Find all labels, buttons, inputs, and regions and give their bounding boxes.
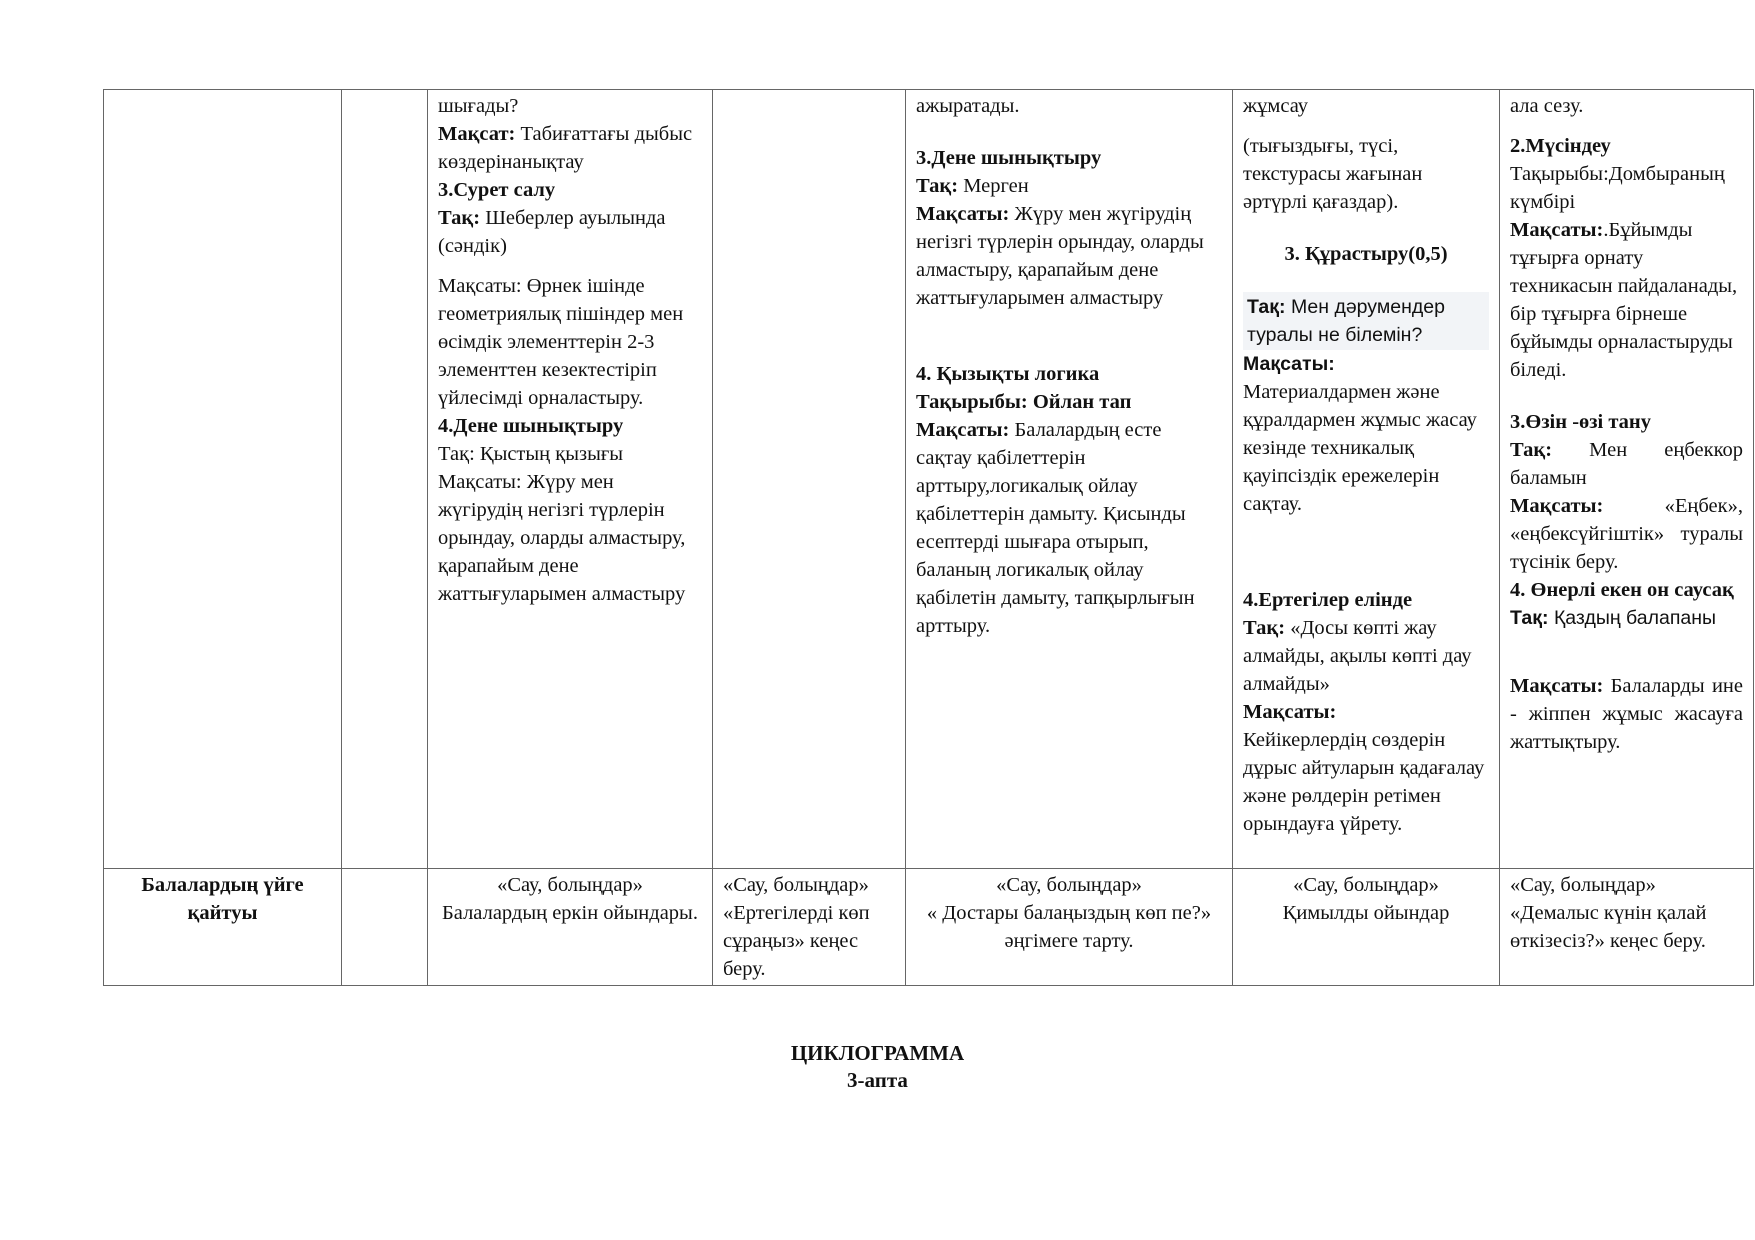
- activity-goal: Кейікерлердің сөздерін дұрыс айтуларын қадағалау және рөлдерін ретімен орындауға үйрету.: [1243, 729, 1485, 835]
- activity-topic: Тақ: Мен еңбеккор баламын: [1510, 439, 1743, 489]
- row-label-cell: [104, 90, 342, 869]
- goal-text: Мақсат: Табиғаттағы дыбыс көздерінанықтау: [438, 123, 693, 173]
- activity-goal: Мақсаты: Жүру мен жүгірудің негізгі түрлерін орындау, оларды алмастыру, қарапайым дене жаттығуларымен алмастыру: [438, 471, 686, 605]
- activity-goal: Мақсаты: Балалардың есте сақтау қабілеттерін арттыру,логикалық ойлау қабілеттерін дамыту. Қисынды есептерді шығара отырып, баланың логикалық ойлау қабілетін дамыту, тапқырлығын арттыру.: [916, 419, 1195, 637]
- activity-topic: Тақырыбы: Ойлан тап: [916, 391, 1132, 413]
- activity-cell-col7: [1500, 90, 1754, 869]
- row-label-cell: Балалардың үйге қайтуы: [104, 869, 342, 986]
- activity-topic: Тақ: Мерген: [916, 175, 1029, 197]
- activity-text: « Достары балаңыздың көп пе?» әңгімеге тарту.: [926, 902, 1212, 952]
- activity-goal: Мақсаты: Жүру мен жүгірудің негізгі түрлерін орындау, оларды алмастыру, қарапайым дене жаттығуларымен алмастыру: [916, 203, 1204, 309]
- farewell-cell: [1233, 869, 1500, 986]
- greeting-text: «Сау, болыңдар»: [996, 874, 1142, 896]
- activity-goal-label: Мақсаты:: [1243, 353, 1335, 375]
- empty-cell: [713, 90, 906, 869]
- cell-text: ала сезу.: [1510, 95, 1584, 117]
- cell-text: шығады?: [438, 95, 519, 117]
- activity-text: Қимылды ойындар: [1282, 902, 1450, 924]
- greeting-text: «Сау, болыңдар»: [497, 874, 643, 896]
- activity-title: 3.Сурет салу: [438, 179, 556, 201]
- table-row: [104, 869, 1754, 986]
- activity-topic: Тақ: «Досы көпті жау алмайды, ақылы көпті дау алмайды»: [1243, 617, 1472, 695]
- page-subtitle: 3-апта: [847, 1068, 908, 1092]
- page-title: ЦИКЛОГРАММА: [790, 1041, 965, 1065]
- activity-text: «Демалыс күнін қалай өткізесіз?» кеңес беру.: [1510, 902, 1707, 952]
- activity-cell-col3: [428, 90, 713, 869]
- activity-title: 3.Дене шынықтыру: [916, 147, 1102, 169]
- empty-cell: [342, 90, 428, 869]
- activity-title: 4.Ертегілер елінде: [1243, 589, 1413, 611]
- activity-title: 2.Мүсіндеу: [1510, 135, 1611, 157]
- activity-text: «Ертегілерді көп сұраңыз» кеңес беру.: [723, 902, 870, 980]
- cell-text: жұмсау: [1243, 95, 1309, 117]
- farewell-cell: [906, 869, 1233, 986]
- activity-goal-label: Мақсаты:: [1243, 701, 1337, 723]
- activity-topic: Тақ: Қыстың қызығы: [438, 443, 624, 465]
- greeting-text: «Сау, болыңдар»: [723, 874, 869, 896]
- activity-goal: Материалдармен және құралдармен жұмыс жасау кезінде техникалық қауіпсіздік ережелерін сақтау.: [1243, 381, 1477, 515]
- activity-title: 4. Өнерлі екен он саусақ: [1510, 579, 1734, 601]
- greeting-text: «Сау, болыңдар»: [1293, 874, 1439, 896]
- activity-title: 4.Дене шынықтыру: [438, 415, 624, 437]
- activity-title: 3.Өзін -өзі тану: [1510, 411, 1651, 433]
- farewell-cell: [713, 869, 906, 986]
- activity-goal: Мақсаты: «Еңбек», «еңбексүйгіштік» туралы түсінік беру.: [1510, 495, 1743, 573]
- activity-topic: Тақ: Қаздың балапаны: [1510, 607, 1717, 629]
- document-heading: [0, 1040, 1755, 1094]
- activity-cell-col6: [1233, 90, 1500, 869]
- empty-cell: [342, 869, 428, 986]
- activity-topic: Тақырыбы:Домбыраның күмбірі: [1510, 163, 1725, 213]
- farewell-cell: [428, 869, 713, 986]
- activity-goal: Мақсаты:.Бұйымды тұғырға орнату техникасын пайдаланады, бір тұғырға бірнеше бұйымды орналастыруды біледі.: [1510, 219, 1738, 381]
- activity-text: Балалардың еркін ойындары.: [442, 902, 698, 924]
- activity-goal: Мақсаты: Балаларды ине - жіппен жұмыс жасауға жаттықтыру.: [1510, 675, 1743, 753]
- activity-title: 3. Құрастыру(0,5): [1284, 243, 1448, 265]
- cell-text: (тығыздығы, түсі, текстурасы жағынан әртүрлі қағаздар).: [1243, 135, 1423, 213]
- activity-cell-col5: [906, 90, 1233, 869]
- activity-topic: Тақ: Шеберлер ауылында (сәндік): [438, 207, 666, 257]
- greeting-text: «Сау, болыңдар»: [1510, 874, 1656, 896]
- activity-goal: Мақсаты: Өрнек ішінде геометриялық пішіндер мен өсімдік элементтерін 2-3 элементтен кезектестіріп үйлесімді орналастыру.: [438, 275, 684, 409]
- farewell-cell: [1500, 869, 1754, 986]
- table-row: [104, 90, 1754, 869]
- activity-title: 4. Қызықты логика: [916, 363, 1100, 385]
- activity-topic: Тақ: Мен дәрумендер туралы не білемін?: [1243, 292, 1489, 350]
- schedule-table: [103, 89, 1754, 986]
- cell-text: ажыратады.: [916, 95, 1020, 117]
